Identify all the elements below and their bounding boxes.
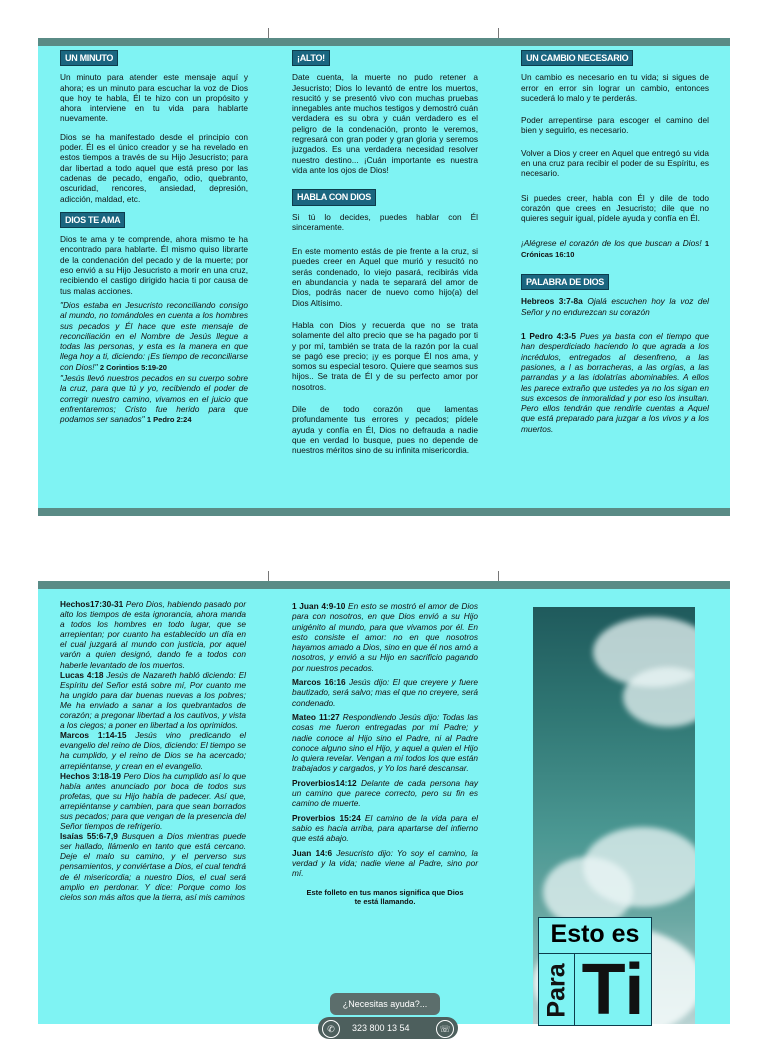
verse: Mateo 11:27 Respondiendo Jesús dijo: Todas las cosas me fueron entregadas por mi Padre; y nadie conoce al Hijo sino el Padre, ni al Padre conoce alguno sino el Hijo, y aquel a quien el Hijo lo quiera revelar. Vengan a mí todos los que están trabajados y cargados, y Yo los haré descansar. <box>292 711 479 774</box>
top-band <box>38 38 730 46</box>
verse: 1 Juan 4:9-10 En esto se mostró el amor de Dios para con nosotros, en que Dios envió a su Hijo unigénito al mundo, para que vivamos por él. En esto consiste el amor: no en que nosotros hayamos amado a Dios, sino en que él nos amó a nosotros, y envió a su Hijo en sacrificio pagando por nuestros pecados. <box>292 601 478 673</box>
verse: Hebreos 3:7-8a Ojalá escuchen hoy la voz del Señor y no endurezcan su corazón <box>521 296 709 317</box>
paragraph: Poder arrepentirse para escoger el camino del bien y seguirlo, es necesario. <box>521 115 709 136</box>
verse: Proverbios 15:24 El camino de la vida para el sabio es hacia arriba, para apartarse del infierno que está abajo. <box>292 812 478 844</box>
crop-mark <box>268 28 269 38</box>
heading-dios-te-ama: DIOS TE AMA <box>60 212 125 228</box>
quote: "Dios estaba en Jesucristo reconciliando consigo al mundo, no tomándoles en cuenta a los hombres sus pecados y Él hace que este mensaje de reconciliación en el Nombre de Jesús llegue a todas las personas, y esta es la manera en que llega hoy a ti, diciendo: ¡Es tiempo de reconciliarse con Dios!" 2 Corintios 5:19-20 <box>60 299 248 372</box>
quote: "Jesús llevó nuestros pecados en su cuerpo sobre la cruz, para que tú y yo, recibiendo el poder de corregir nuestro camino, vivamos en el juicio que enfrentaremos; Cristo fue herido para que podamos ser sanados" 1 Pedro 2:24 <box>60 373 248 425</box>
panel-verses-left <box>60 599 246 902</box>
crop-mark <box>498 571 499 581</box>
cover-title: Esto es <box>550 920 640 948</box>
paragraph: Un minuto para atender este mensaje aquí y ahora; es un minuto para escuchar la voz de Dios que hoy te habla, Él te hizo con un propósito y ahora interviene en tu vida para hablarte nuevamente. <box>60 72 248 124</box>
brochure-outside <box>38 581 730 1034</box>
cover-ti-box <box>574 950 652 1030</box>
paragraph: Volver a Dios y creer en Aquel que entregó su vida en una cruz para recibir el poder de su Espíritu, es necesario. <box>521 147 709 179</box>
paragraph: En este momento estás de pie frente a la cruz, si puedes creer en Aquel que murió y resucitó no serás condenado, lo viejo pasará, recibirás vida en abundancia y nada te separará del amor de Dios, podrás nacer de nuevo como hijo(a) del Dios Altísimo. <box>292 246 478 308</box>
heading-un-minuto: UN MINUTO <box>60 50 118 66</box>
panel-un-minuto <box>60 50 248 434</box>
heading-palabra-de-dios: PALABRA DE DIOS <box>521 274 609 290</box>
quote: ¡Alégrese el corazón de los que buscan a Dios! 1 Crónicas 16:10 <box>521 237 709 259</box>
closing-note: Este folleto en tus manos significa que Dios te está llamando. <box>306 888 464 907</box>
top-band <box>38 581 730 589</box>
verse: Lucas 4:18 Jesús de Nazareth habló diciendo: El Espíritu del Señor está sobre mí, Por cuanto me ha ungido para dar buenas nuevas a los pobres; Me ha enviado a sanar a los quebrantados de corazón; a pregonar libertad a los cautivos, y vista a los ciegos; a poner en libertad a los oprimidos. <box>60 669 247 731</box>
panel-verses-middle <box>292 601 478 914</box>
cover-para: Para <box>542 963 571 1018</box>
bottom-band <box>38 508 730 516</box>
whatsapp-icon: ☏ <box>436 1020 454 1038</box>
verse: Proverbios14:12 Delante de cada persona hay un camino que parece correcto, pero su fin es camino de muerte. <box>292 777 478 809</box>
verse: Hechos17:30-31 Pero Dios, habiendo pasado por alto los tiempos de esta ignorancia, ahora manda a todos los hombres en todo lugar, que se arrepientan; por cuanto ha establecido un día en el cual juzgará al mundo con justicia, por aquel varón a quien designó, dando fe a todos con haberle levantado de los muertos. <box>60 599 246 670</box>
verse: Isaías 55:6-7,9 Busquen a Dios mientras puede ser hallado, llámenlo en tanto que está cercano. Deje el malo su camino, y el perverso sus pensamientos, y conviértase a Dios, el cual tendrá de él misericordia; a nuestro Dios, el cual será amplio en perdonar. Y dice: Porque como los cielos son más altos que la tierra, así mis caminos <box>60 831 247 902</box>
crop-mark <box>498 28 499 38</box>
paragraph: Habla con Dios y recuerda que no se trata solamente del alto precio que se ha pagado por ti y por mí, también se trata de la razón por la cual se pagó ese precio; ¡y es porque Él nos ama, y somos su especial tesoro. Quiere que seamos sus hijos.. Se trata de Él y de su perfecto amor por nosotros. <box>292 319 478 392</box>
heading-alto: ¡ALTO! <box>292 50 330 66</box>
brochure-inside <box>38 38 730 516</box>
paragraph: Si tú lo decides, puedes hablar con Él sinceramente. <box>292 211 478 232</box>
heading-un-cambio-necesario: UN CAMBIO NECESARIO <box>521 50 633 66</box>
crop-mark <box>268 571 269 581</box>
phone-contact[interactable] <box>318 1017 458 1039</box>
paragraph: Dile de todo corazón que lamentas profundamente tus errores y pecados; pídele ayuda y confía en Él, Dios no defrauda a nadie que en verdad lo busque, pues no depende de nuestros méritos sino de su infinita misericordia. <box>292 404 478 456</box>
phone-icon: ✆ <box>322 1020 340 1038</box>
cover-ti: Ti <box>581 950 645 1030</box>
paragraph: Date cuenta, la muerte no pudo retener a Jesucristo; Dios lo levantó de entre los muertos, resucitó y se presentó vivo con muchas pruebas innegables ante muchos testigos y demostró cuán verdadera es su obra y cuán verdadero es el peligro de la condenación, pronto le veremos, regresará con gran poder y gran gloria y seremos juzgados. Es una verdadera necesidad resolver nuestro destino... ¡Cuán importante es nuestra vida ante los ojos de Dios! <box>292 72 478 175</box>
verse: Juan 14:6 Jesucristo dijo: Yo soy el camino, la verdad y la vida; nadie viene al Padre, sino por mí. <box>292 847 479 879</box>
verse: Marcos 1:14-15 Jesús vino predicando el evangelio del reino de Dios, diciendo: El tiempo se ha cumplido, y el reino de Dios se ha acercado; arrepiéntanse, y crean en el evangelio. <box>60 730 246 771</box>
cover-para-box <box>538 953 576 1026</box>
panel-alto <box>292 50 478 464</box>
paragraph: Dios te ama y te comprende, ahora mismo te ha encontrado para hablarte. Él mismo quiso librarte de la condenación del pecado y de la muerte; por eso envió a su Hijo Jesucristo a morir en una cruz, recibiendo el castigo dirigido hacia ti por causa de tus malas acciones. <box>60 234 248 296</box>
verse: 1 Pedro 4:3-5 Pues ya basta con el tiempo que han desperdiciado haciendo lo que agrada a los incrédulos, entregados al desenfreno, a las pasiones, a l as borracheras, a las orgías, a las parrandas y a las idolatrías abominables. A ellos les parece extraño que ustedes ya no los sigan en sus excesos de inmoralidad y por eso los insultan. Pero ellos tendrán que rendirle cuentas a Aquel que está preparado para juzgar a los vivos y a los muertos. <box>521 331 710 434</box>
help-button[interactable]: ¿Necesitas ayuda?... <box>330 993 440 1015</box>
phone-number: 323 800 13 54 <box>352 1023 410 1033</box>
heading-habla-con-dios: HABLA CON DIOS <box>292 189 376 205</box>
paragraph: Un cambio es necesario en tu vida; si sigues de error en error sin lograr un cambio, entonces sucederá lo malo y te perderás. <box>521 72 709 103</box>
verse: Marcos 16:16 Jesús dijo: El que creyere y fuere bautizado, será salvo; mas el que no creyere, será condenado. <box>292 677 479 708</box>
panel-cambio <box>521 50 709 442</box>
paragraph: Dios se ha manifestado desde el principio con poder. Él es el único creador y se ha revelado en estos tiempos a través de su Hijo Jesucristo; para dar libertad a todo aquel que está preso por las cadenas de pecado, engaño, odio, quebranto, oscuridad, rencores, ansiedad, depresión, adicción, maldad, etc. <box>60 131 248 204</box>
verse: Hechos 3:18-19 Pero Dios ha cumplido así lo que había antes anunciado por boca de todos sus profetas, que su Hijo había de padecer. Así que, arrepiéntanse y cambien, para que sean borrados sus pecados; para que vengan de la presencia del Señor tiempos de refrigerio. <box>60 770 246 832</box>
paragraph: Si puedes creer, habla con Él y dile de todo corazón que crees en Jesucristo; dile que no quieres seguir igual, pídele ayuda y confía en Él. <box>521 192 709 224</box>
